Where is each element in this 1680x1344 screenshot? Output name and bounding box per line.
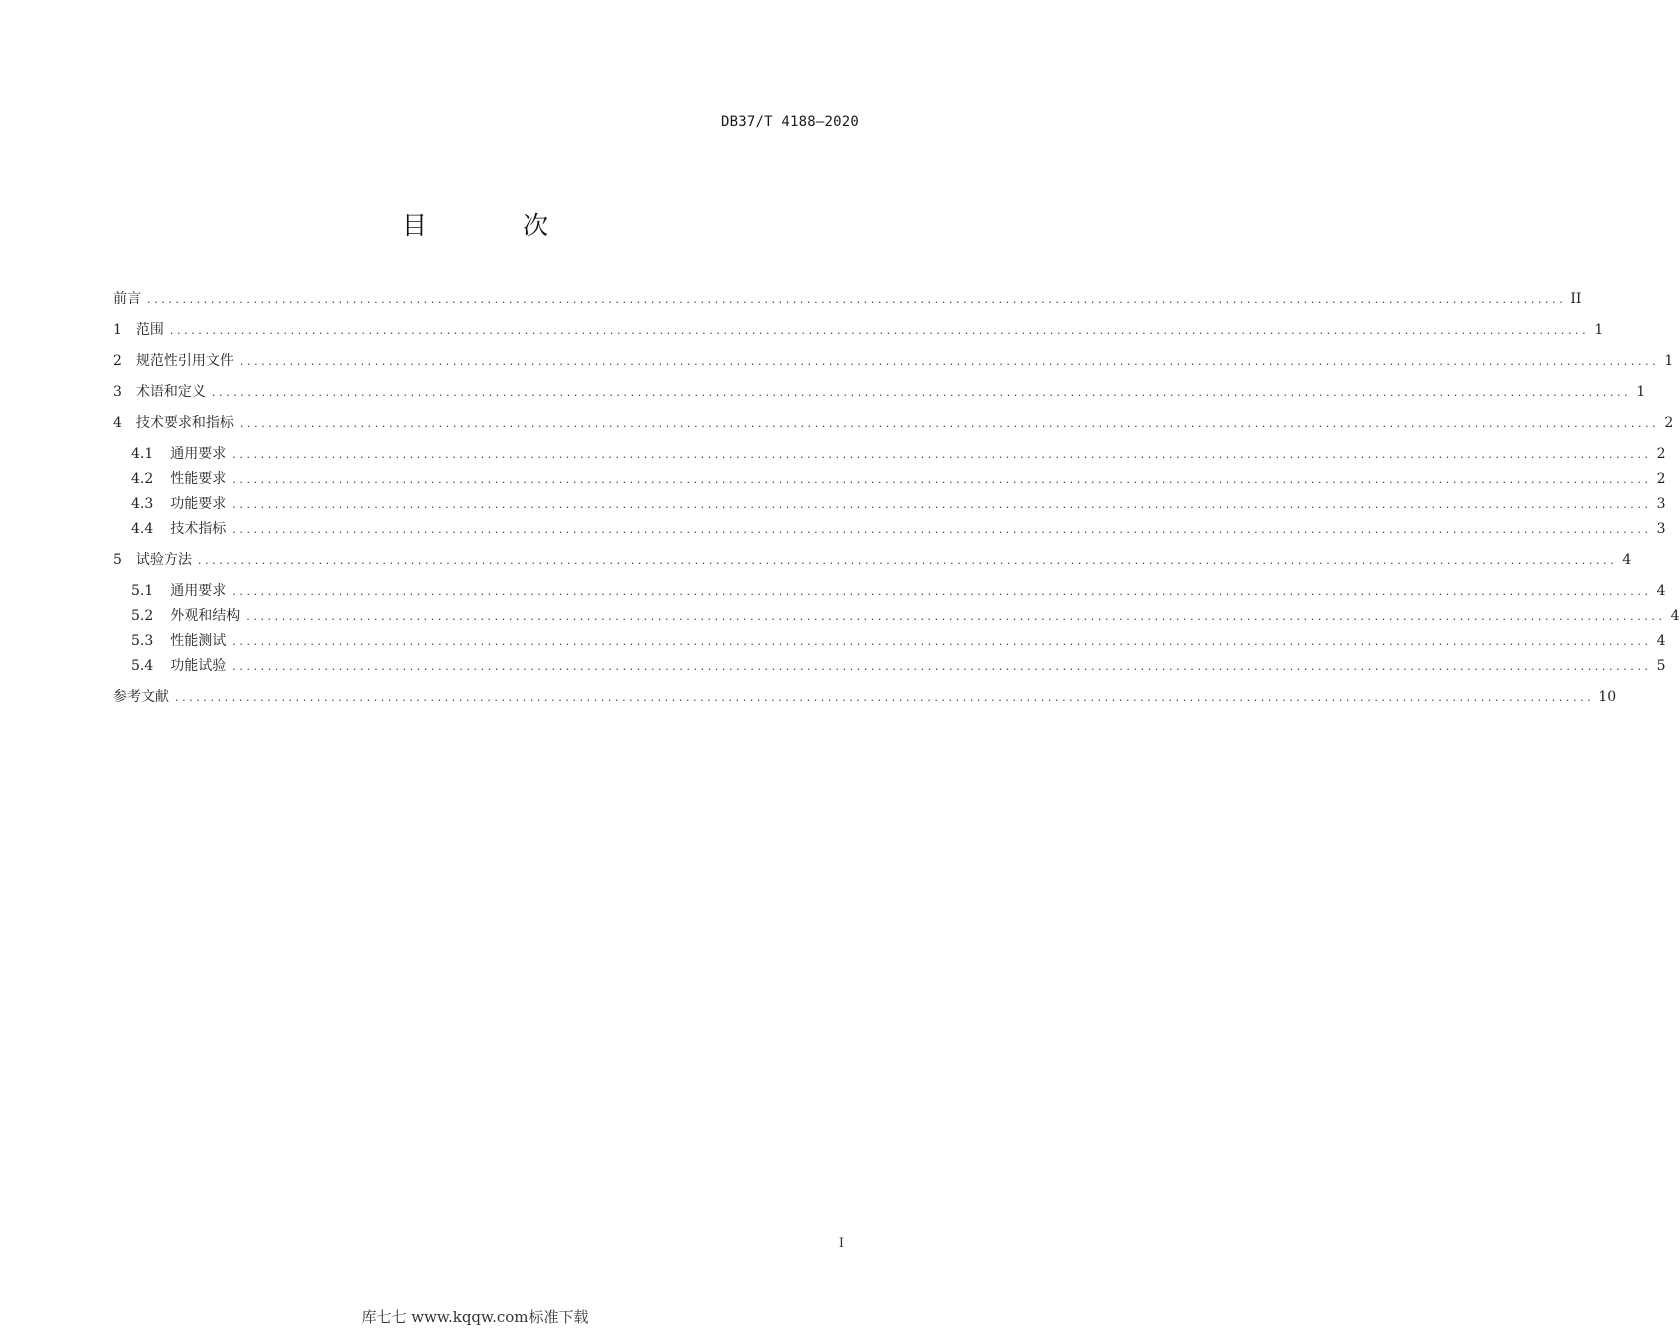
- toc-entry[interactable]: [113, 685, 1617, 716]
- toc-entry-number: 1: [113, 322, 122, 338]
- toc-entry-label: 技术要求和指标: [135, 415, 234, 431]
- toc-entry-number: 5.1: [131, 583, 154, 599]
- toc-entry-page: 10: [1598, 689, 1617, 705]
- toc-entry[interactable]: [113, 517, 1666, 548]
- toc-entry-number: 4.2: [131, 471, 154, 487]
- toc-entry-label: 性能要求: [170, 471, 227, 487]
- toc-dot-leader: ........................................................................................................................................................................................................: [232, 523, 1652, 536]
- toc-entry[interactable]: [113, 604, 1680, 629]
- toc-entry-label: 参考文献: [113, 689, 169, 705]
- toc-entry[interactable]: [113, 629, 1666, 654]
- toc-entry[interactable]: [113, 579, 1666, 604]
- toc-entry-page: II: [1570, 291, 1582, 307]
- watermark-footer: 库七七 www.kqqw.com标准下载: [361, 1308, 589, 1326]
- toc-entry-page: 3: [1656, 496, 1666, 512]
- toc-entry[interactable]: [113, 467, 1666, 492]
- toc-entry-number: 4: [113, 415, 122, 431]
- toc-entry-label: 通用要求: [170, 446, 227, 462]
- toc-dot-leader: ........................................................................................................................................................................................................: [232, 660, 1652, 673]
- toc-entry[interactable]: [113, 492, 1666, 517]
- toc-entry-page: 4: [1656, 583, 1666, 599]
- toc-entry-number: 5.3: [131, 633, 154, 649]
- toc-entry[interactable]: [113, 380, 1646, 411]
- toc-entry-number: 5: [113, 552, 122, 568]
- toc-entry[interactable]: [113, 318, 1604, 349]
- toc-entry-number: 3: [113, 384, 122, 400]
- toc-entry-label: 前言: [113, 291, 141, 307]
- toc-dot-leader: ........................................................................................................................................................................................................: [232, 498, 1652, 511]
- toc-dot-leader: ........................................................................................................................................................................................................: [232, 585, 1652, 598]
- toc-entry-page: 5: [1656, 658, 1666, 674]
- toc-entry-number: 4.1: [131, 446, 154, 462]
- toc-entry-page: 2: [1664, 415, 1674, 431]
- toc-entry-number: 5.4: [131, 658, 154, 674]
- toc-entry-label: 规范性引用文件: [135, 353, 234, 369]
- table-of-contents: [113, 287, 1680, 716]
- toc-entry-page: 4: [1670, 608, 1680, 624]
- toc-entry[interactable]: [113, 654, 1666, 685]
- toc-dot-leader: ........................................................................................................................................................................................................: [169, 324, 1590, 337]
- toc-entry-page: 1: [1636, 384, 1646, 400]
- toc-entry[interactable]: [113, 442, 1666, 467]
- page-title: 目 次: [402, 211, 592, 240]
- toc-entry[interactable]: [113, 287, 1582, 318]
- toc-entry-number: 2: [113, 353, 122, 369]
- toc-entry-label: 试验方法: [135, 552, 192, 568]
- toc-dot-leader: ........................................................................................................................................................................................................: [246, 610, 1666, 623]
- toc-dot-leader: ........................................................................................................................................................................................................: [175, 691, 1595, 704]
- toc-entry-page: 4: [1622, 552, 1632, 568]
- toc-dot-leader: ........................................................................................................................................................................................................: [232, 448, 1652, 461]
- toc-entry-page: 3: [1656, 521, 1666, 537]
- toc-entry-number: 4.3: [131, 496, 154, 512]
- toc-entry-label: 外观和结构: [170, 608, 241, 624]
- toc-entry[interactable]: [113, 548, 1632, 579]
- toc-dot-leader: ........................................................................................................................................................................................................: [232, 473, 1652, 486]
- toc-dot-leader: ........................................................................................................................................................................................................: [239, 355, 1660, 368]
- toc-entry-label: 技术指标: [170, 521, 227, 537]
- document-code: DB37/T 4188—2020: [720, 114, 859, 130]
- toc-entry-page: 2: [1656, 446, 1666, 462]
- page-number: I: [838, 1236, 844, 1251]
- toc-dot-leader: ........................................................................................................................................................................................................: [239, 417, 1660, 430]
- toc-entry-label: 术语和定义: [135, 384, 206, 400]
- toc-dot-leader: ........................................................................................................................................................................................................: [211, 386, 1632, 399]
- toc-entry-page: 2: [1656, 471, 1666, 487]
- toc-entry-label: 功能试验: [170, 658, 227, 674]
- toc-entry-page: 4: [1656, 633, 1666, 649]
- toc-entry[interactable]: [113, 349, 1674, 380]
- toc-entry-number: 4.4: [131, 521, 154, 537]
- toc-entry-label: 性能测试: [170, 633, 227, 649]
- toc-entry-label: 范围: [135, 322, 164, 338]
- toc-dot-leader: ........................................................................................................................................................................................................: [147, 293, 1567, 306]
- toc-entry-page: 1: [1664, 353, 1674, 369]
- toc-entry[interactable]: [113, 411, 1674, 442]
- toc-dot-leader: ........................................................................................................................................................................................................: [197, 554, 1618, 567]
- toc-entry-label: 通用要求: [170, 583, 227, 599]
- toc-entry-label: 功能要求: [170, 496, 227, 512]
- toc-dot-leader: ........................................................................................................................................................................................................: [232, 635, 1652, 648]
- toc-entry-page: 1: [1594, 322, 1604, 338]
- toc-entry-number: 5.2: [131, 608, 154, 624]
